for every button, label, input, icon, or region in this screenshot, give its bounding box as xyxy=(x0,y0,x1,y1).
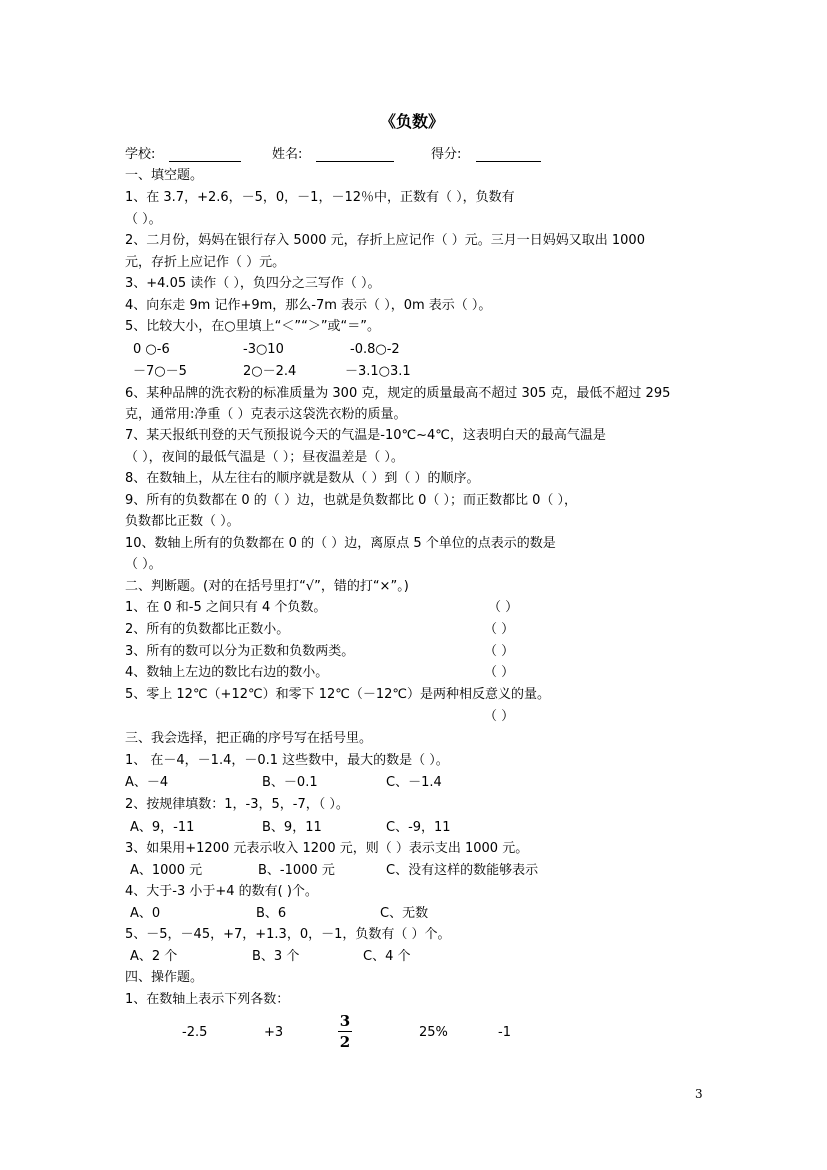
compare-item: 2○－2.4 xyxy=(243,364,297,379)
choice-question: 1、 在－4，－1.4，－0.1 这些数中，最大的数是（ ）。 xyxy=(125,753,449,768)
compare-item: 0 ○-6 xyxy=(133,342,170,357)
q1-line1: 1、在 3.7，+2.6，－5，0，－1，－12％中，正数有（ ），负数有 xyxy=(125,190,515,205)
number-item: +3 xyxy=(264,1025,284,1040)
page-number: 3 xyxy=(695,1087,703,1101)
choice-option: C、没有这样的数能够表示 xyxy=(386,863,539,878)
fraction-three-halves xyxy=(336,1012,354,1051)
judge-paren[interactable]: （ ） xyxy=(484,644,515,659)
choice-option: C、无数 xyxy=(380,906,429,921)
choice-option: A、－4 xyxy=(125,775,169,790)
q3-line: 3、+4.05 读作（ ），负四分之三写作（ ）。 xyxy=(125,276,381,291)
choice-option: B、3 个 xyxy=(252,949,300,964)
section4-heading: 四、操作题。 xyxy=(125,970,204,985)
judge-item: 3、所有的数可以分为正数和负数两类。 xyxy=(125,644,355,659)
choice-option: B、-1000 元 xyxy=(258,863,335,878)
q6-line1: 6、某种品牌的洗衣粉的标准质量为 300 克，规定的质量最高不超过 305 克，最低不超过 295 xyxy=(125,386,671,401)
judge-item: 2、所有的负数都比正数小。 xyxy=(125,622,290,637)
name-blank[interactable] xyxy=(316,148,394,162)
choice-option: B、9，11 xyxy=(262,820,322,835)
q5-line: 5、比较大小，在○里填上“＜”“＞”或“＝”。 xyxy=(125,319,381,334)
compare-item: -0.8○-2 xyxy=(350,342,400,357)
q9-line1: 9、所有的负数都在 0 的（ ）边，也就是负数都比 0（ ）；而正数都比 0（ ）， xyxy=(125,493,578,508)
school-blank[interactable] xyxy=(169,148,241,162)
q2-line2: 元，存折上应记作（ ）元。 xyxy=(125,255,286,270)
judge-paren[interactable]: （ ） xyxy=(484,622,515,637)
q9-line2: 负数都比正数（ ）。 xyxy=(125,514,240,529)
choice-question: 4、大于-3 小于+4 的数有( )个。 xyxy=(125,884,318,899)
q7-line2: （ ），夜间的最低气温是（ ）；昼夜温差是（ ）。 xyxy=(125,450,404,465)
compare-item: －7○－5 xyxy=(133,364,187,379)
number-item: -1 xyxy=(498,1025,511,1040)
fraction-bar xyxy=(338,1031,352,1032)
q10-line2: （ ）。 xyxy=(125,557,162,572)
q10-line1: 10、数轴上所有的负数都在 0 的（ ）边，离原点 5 个单位的点表示的数是 xyxy=(125,536,556,551)
section3-heading: 三、我会选择，把正确的序号写在括号里。 xyxy=(125,731,373,746)
number-item: -2.5 xyxy=(182,1025,208,1040)
choice-option: A、1000 元 xyxy=(130,863,203,878)
judge-item: 4、数轴上左边的数比右边的数小。 xyxy=(125,665,329,680)
judge-item: 1、在 0 和-5 之间只有 4 个负数。 xyxy=(125,600,327,615)
choice-option: C、－1.4 xyxy=(386,775,442,790)
choice-option: C、4 个 xyxy=(363,949,411,964)
choice-option: C、-9，11 xyxy=(386,820,451,835)
score-blank[interactable] xyxy=(476,148,541,162)
choice-question: 2、按规律填数：1，-3，5，-7，（ ）。 xyxy=(125,797,349,812)
q6-line2: 克，通常用:净重（ ）克表示这袋洗衣粉的质量。 xyxy=(125,407,407,422)
judge-item: 5、零上 12℃（+12℃）和零下 12℃（－12℃）是两种相反意义的量。 xyxy=(125,687,550,702)
q2-line1: 2、二月份，妈妈在银行存入 5000 元，存折上应记作（ ）元。三月一日妈妈又取出 1000 xyxy=(125,233,645,248)
section1-heading: 一、填空题。 xyxy=(125,168,204,183)
q4-line: 4、向东走 9m 记作+9m，那么-7m 表示（ ），0m 表示（ ）。 xyxy=(125,298,492,313)
operation-question: 1、在数轴上表示下列各数： xyxy=(125,992,290,1007)
number-item: 25% xyxy=(419,1025,448,1040)
fraction-denominator: 2 xyxy=(339,1033,351,1051)
page-title: 《负数》 xyxy=(380,112,445,131)
q1-line2: （ ）。 xyxy=(125,212,162,227)
choice-option: A、9，-11 xyxy=(130,820,195,835)
q8-line: 8、在数轴上，从左往右的顺序就是数从（ ）到（ ）的顺序。 xyxy=(125,471,480,486)
choice-option: B、6 xyxy=(256,906,287,921)
choice-option: A、2 个 xyxy=(130,949,178,964)
school-label: 学校: xyxy=(125,147,156,162)
judge-paren[interactable]: （ ） xyxy=(484,665,515,680)
compare-item: -3○10 xyxy=(243,342,284,357)
judge-paren[interactable]: （ ） xyxy=(488,600,519,615)
choice-option: A、0 xyxy=(130,906,161,921)
q7-line1: 7、某天报纸刊登的天气预报说今天的气温是-10℃~4℃，这表明白天的最高气温是 xyxy=(125,428,606,443)
compare-item: －3.1○3.1 xyxy=(345,364,411,379)
name-label: 姓名: xyxy=(272,147,303,162)
fraction-numerator: 3 xyxy=(339,1012,351,1030)
section2-heading: 二、判断题。(对的在括号里打“√”，错的打“×”。) xyxy=(125,579,409,594)
choice-option: B、－0.1 xyxy=(262,775,318,790)
choice-question: 5、－5，－45，+7，+1.3，0，－1，负数有（ ）个。 xyxy=(125,927,451,942)
score-label: 得分: xyxy=(431,147,462,162)
judge-paren[interactable]: （ ） xyxy=(484,709,515,724)
choice-question: 3、如果用+1200 元表示收入 1200 元，则（ ）表示支出 1000 元。 xyxy=(125,841,529,856)
